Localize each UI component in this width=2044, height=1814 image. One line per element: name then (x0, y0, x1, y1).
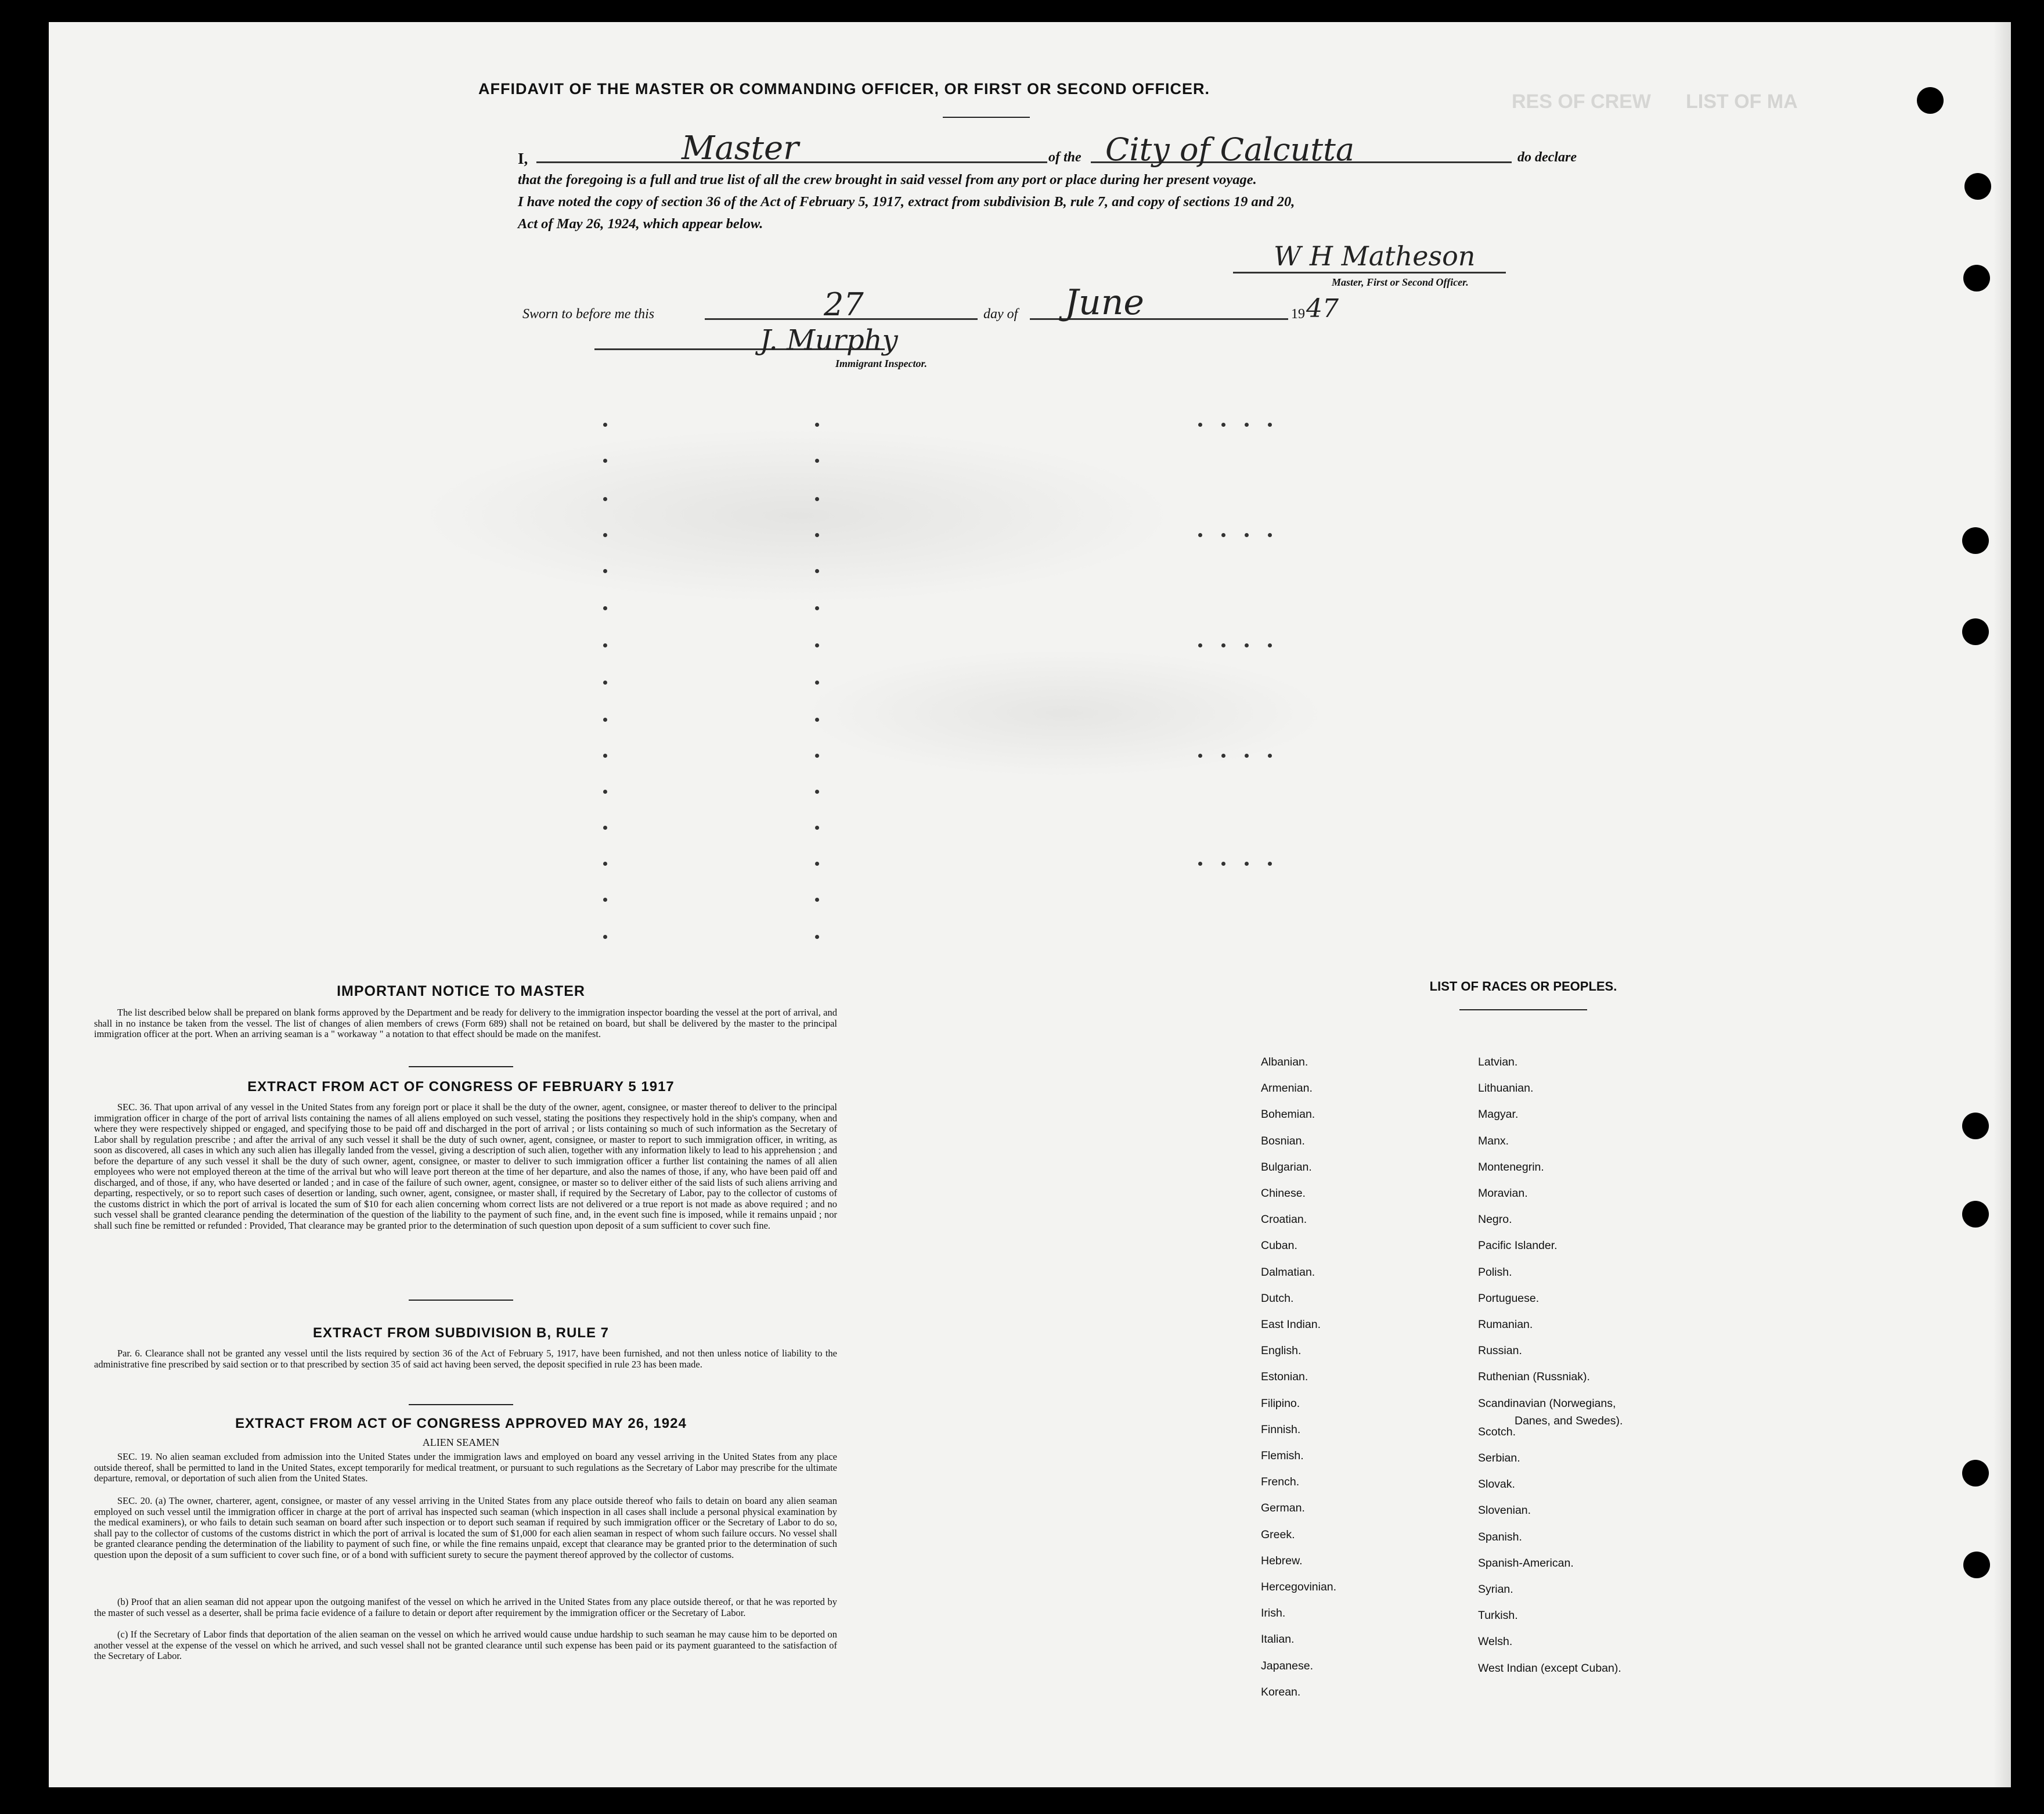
leader-dot (603, 898, 607, 902)
leader-dot (1221, 643, 1225, 647)
race-item: Chinese. (1261, 1187, 1306, 1200)
notice-text: The list described below shall be prepared on blank forms approved by the Department and be ready for delivery to the immigration inspector boarding the vessel at the port of arrival, and shall in no instance be taken from the vessel. The list of changes of alien members of crews (Form 689) shall not be retained on board, but shall be delivered by the master to the principal immigration officer at the port. When an arriving seaman is a " workaway " a notation to that effect should be made on the manifest. (94, 1007, 837, 1039)
race-item: Greek. (1261, 1528, 1295, 1541)
race-item: Moravian. (1478, 1187, 1528, 1200)
race-item: Cuban. (1261, 1239, 1297, 1252)
binder-hole (1964, 173, 1991, 200)
leader-dot (603, 790, 607, 794)
extract-1924-subtitle: ALIEN SEAMEN (422, 1437, 500, 1448)
leader-dot (1198, 754, 1202, 758)
race-item: Croatian. (1261, 1213, 1307, 1226)
leader-dot (1198, 862, 1202, 866)
leader-dot (815, 643, 819, 647)
leader-dot (815, 569, 819, 573)
leader-dot (603, 681, 607, 685)
affidavit-title: AFFIDAVIT OF THE MASTER OR COMMANDING OFFICER, OR FIRST OR SECOND OFFICER. (478, 80, 1210, 98)
race-item: Negro. (1478, 1213, 1512, 1226)
race-item: Hebrew. (1261, 1554, 1303, 1567)
divider-3 (409, 1404, 513, 1405)
leader-dot (603, 533, 607, 537)
leader-dot (815, 898, 819, 902)
leader-dot (815, 459, 819, 463)
leader-dot (1245, 754, 1249, 758)
leader-dot (815, 681, 819, 685)
leader-dot (603, 754, 607, 758)
leader-dot (815, 533, 819, 537)
binder-hole (1962, 527, 1989, 554)
do-declare-label: do declare (1517, 150, 1577, 165)
race-item: Rumanian. (1478, 1318, 1533, 1331)
bleed-through-block-2 (803, 649, 1326, 777)
leader-dot (603, 459, 607, 463)
race-item: Japanese. (1261, 1659, 1313, 1672)
leader-dot (815, 606, 819, 610)
binder-hole (1962, 1201, 1989, 1228)
year-prefix: 19 (1291, 307, 1305, 322)
race-item: Lithuanian. (1478, 1082, 1534, 1095)
leader-dot (1268, 862, 1272, 866)
race-item: English. (1261, 1344, 1302, 1358)
leader-dot (1221, 754, 1225, 758)
leader-dot (603, 423, 607, 427)
extract-1917-title: EXTRACT FROM ACT OF CONGRESS OF FEBRUARY 5 1917 (247, 1079, 675, 1095)
leader-dot (815, 754, 819, 758)
leader-dot (815, 826, 819, 830)
race-item: Syrian. (1478, 1583, 1513, 1596)
race-item: Welsh. (1478, 1635, 1513, 1649)
race-item: Filipino. (1261, 1397, 1300, 1410)
leader-dot (1245, 862, 1249, 866)
race-item: Montenegrin. (1478, 1160, 1544, 1174)
race-item: Portuguese. (1478, 1291, 1540, 1305)
leader-dot (815, 935, 819, 939)
race-item: Bulgarian. (1261, 1160, 1312, 1174)
race-item: Scandinavian (Norwegians, (1478, 1397, 1616, 1410)
extract-1924-title: EXTRACT FROM ACT OF CONGRESS APPROVED MAY 26, 1924 (235, 1416, 687, 1431)
race-item: Italian. (1261, 1633, 1295, 1646)
affidavit-intro-word: I, (518, 150, 528, 167)
race-item: German. (1261, 1502, 1305, 1515)
leader-dot (603, 643, 607, 647)
race-item: Finnish. (1261, 1423, 1301, 1436)
leader-dot (1268, 423, 1272, 427)
race-item: Latvian. (1478, 1056, 1518, 1068)
leader-dot (815, 718, 819, 722)
race-item: Hercegovinian. (1261, 1581, 1337, 1593)
leader-dot (603, 497, 607, 501)
vessel-name-handwritten: City of Calcutta (1105, 131, 1355, 168)
leader-dot (603, 826, 607, 830)
leader-dot (603, 606, 607, 610)
leader-dot (1198, 533, 1202, 537)
binder-hole (1962, 1113, 1989, 1139)
sworn-month-handwritten: June (1065, 282, 1144, 323)
notice-title: IMPORTANT NOTICE TO MASTER (337, 983, 585, 999)
race-item: Russian. (1478, 1344, 1522, 1358)
leader-dot (1245, 423, 1249, 427)
race-item: Pacific Islander. (1478, 1239, 1558, 1252)
leader-dot (1268, 533, 1272, 537)
leader-dot (603, 862, 607, 866)
inspector-signature-handwritten: J. Murphy (760, 324, 898, 357)
race-item: French. (1261, 1475, 1300, 1489)
race-item: Polish. (1478, 1265, 1512, 1279)
race-item: Spanish-American. (1478, 1556, 1574, 1570)
extract-1917-text: SEC. 36. That upon arrival of any vessel in the United States from any foreign port or place it shall be the duty of the owner, agent, consignee, or master thereof to deliver to the principal immigration officer in charge of the port of arrival lists containing the names of all aliens employed on such vessel, stating the positions they respectively hold in the ship's company, when and where they were respectively shipped or engaged, and specifying those to be paid off and discharged in the port of arrival ; or lists containing so much of such information as the Secretary of Labor shall by regulation prescribe ; and after the arrival of any such vessel it shall be the duty of such owner, agent, consignee, or master to report to such immigration officer, in writing, as soon as discovered, all cases in which any such alien has illegally landed from the vessel, giving a description of such alien, together with any information likely to lead to his apprehension ; and before the departure of any such vessel it shall be the duty of such owner, agent, consignee, or master to deliver to such immigration officer a further list containing the names of all alien employees who were not employed thereon at the time of the arrival but who will leave port thereon at the time of her departure, and also the names of those, if any, who have been paid off and discharged, and of those, if any, who have deserted or landed ; and in case of the failure of such owner, agent, consignee, or master so to deliver either of the said lists of such aliens arriving and departing, respectively, or so to report such cases of desertion or landing, such owner, agent, consignee, or master shall, if required by the Secretary of Labor, pay to the collector of customs of the customs district in which the port of arrival is located the sum of $10 for each alien concerning whom correct lists are not delivered or a true report is not made as above required ; and no such vessel shall be granted clearance pending the determination of the question of the liability to the payment of such fine, and, in the event such fine is imposed, while it remains unpaid ; nor shall such fine be remitted or refunded : Provided, That clearance may be granted prior to the determination of such question upon deposit of a sum sufficient to cover such fine. (94, 1102, 837, 1231)
leader-dot (1221, 862, 1225, 866)
master-title-handwritten: Master (682, 129, 799, 167)
extract-1924-sec20b: (b) Proof that an alien seaman did not appear upon the outgoing manifest of the vessel on which he arrived in the United States from any place outside thereof, or that he was reported by the master of such vessel as a deserter, shall be prima facie evidence of a failure to detain or deport after requirement by the immigration officer or the Secretary of Labor. (94, 1596, 837, 1618)
race-item: Turkish. (1478, 1609, 1518, 1622)
extract-rule7-text: Par. 6. Clearance shall not be granted any vessel until the lists required by section 36 of the Act of February 5, 1917, have been furnished, and not then unless notice of liability to the administrative fine prescribed by said section or to that prescribed by section 35 of said act having been served, the deposit specified in rule 23 has been made. (94, 1348, 837, 1370)
master-signature-line (1233, 272, 1506, 273)
races-divider (1459, 1009, 1587, 1010)
master-signature-caption: Master, First or Second Officer. (1332, 276, 1469, 288)
divider-1 (409, 1066, 513, 1067)
sworn-text: Sworn to before me this (522, 307, 655, 322)
affidavit-line-4: Act of May 26, 1924, which appear below. (518, 216, 763, 232)
race-item: Albanian. (1261, 1056, 1308, 1068)
race-item: Dutch. (1261, 1291, 1294, 1305)
leader-dot (1198, 423, 1202, 427)
master-signature-handwritten: W H Matheson (1274, 240, 1476, 272)
binder-hole (1963, 1552, 1990, 1578)
race-item: Flemish. (1261, 1449, 1304, 1462)
leader-dot (815, 423, 819, 427)
binder-hole (1962, 618, 1989, 645)
leader-dot (603, 569, 607, 573)
right-edge-strip (1993, 22, 2011, 1787)
bleed-through-header-right: RES OF CREW (1512, 91, 1651, 113)
race-item: Serbian. (1478, 1452, 1520, 1464)
race-item: Magyar. (1478, 1108, 1519, 1121)
race-item: Korean. (1261, 1685, 1301, 1698)
binder-hole (1962, 1460, 1989, 1487)
extract-1924-sec20a: SEC. 20. (a) The owner, charterer, agent, consignee, or master of any vessel arriving in the United States from any place outside thereof who fails to detain on board any alien seaman employed on such vessel until the immigration officer in charge at the port of arrival has inspected such seaman (which inspection in all cases shall include a personal physical examination by the medical examiners), or who fails to detain such seaman on board after such inspection or to deport such seaman if required by such immigration officer or the Secretary of Labor to do so, shall pay to the collector of customs of the customs district in which the port of arrival is located the sum of $1,000 for each alien seaman in respect of whom such failure occurs. No vessel shall be granted clearance pending the determination of the liability to payment of such fine, or while the fine remains unpaid, except that clearance may be granted prior to the determination of such question upon the deposit of a sum sufficient to cover such fine, or of a bond with sufficient surety to secure the payment thereof approved by the collector of customs. (94, 1495, 837, 1560)
day-of-label: day of (983, 307, 1018, 322)
race-item: Manx. (1478, 1134, 1509, 1147)
bleed-through-header-left: LIST OF MA (1686, 91, 1798, 113)
race-item: Danes, and Swedes). (1515, 1414, 1623, 1427)
binder-hole (1963, 265, 1990, 291)
binder-hole (1917, 87, 1944, 114)
race-item: Armenian. (1261, 1082, 1313, 1095)
race-item: Irish. (1261, 1607, 1286, 1620)
sworn-day-handwritten: 27 (824, 286, 864, 323)
extract-rule7-title: EXTRACT FROM SUBDIVISION B, RULE 7 (312, 1325, 610, 1341)
race-item: Bohemian. (1261, 1108, 1315, 1121)
affidavit-line-3: I have noted the copy of section 36 of the Act of February 5, 1917, extract from subdivision B, rule 7, and copy of sections 19 and 20, (518, 194, 1295, 210)
leader-dot (815, 497, 819, 501)
inspector-caption: Immigrant Inspector. (835, 358, 928, 369)
year-handwritten: 47 (1306, 294, 1339, 323)
race-item: Bosnian. (1261, 1134, 1305, 1147)
race-item: Dalmatian. (1261, 1265, 1315, 1279)
leader-dot (603, 935, 607, 939)
affidavit-line-2: that the foregoing is a full and true list of all the crew brought in said vessel from any port or place during her present voyage. (518, 172, 1257, 188)
leader-dot (1268, 754, 1272, 758)
title-divider (943, 117, 1030, 118)
extract-1924-sec20c: (c) If the Secretary of Labor finds that deportation of the alien seaman on the vessel on which he arrived would cause undue hardship to such seaman he may cause him to be deported on another vessel at the expense of the vessel on which he arrived, and such vessel shall not be granted clearance until such expense has been paid or its payment guaranteed to the satisfaction of the Secretary of Labor. (94, 1629, 837, 1661)
race-item: Estonian. (1261, 1370, 1308, 1384)
leader-dot (1268, 643, 1272, 647)
races-title: LIST OF RACES OR PEOPLES. (1429, 979, 1617, 994)
divider-2 (409, 1300, 513, 1301)
bleed-through-block (420, 429, 1175, 603)
leader-dot (1221, 533, 1225, 537)
leader-dot (815, 862, 819, 866)
of-the-label: of the (1048, 150, 1082, 165)
race-item: Slovak. (1478, 1478, 1515, 1491)
leader-dot (1245, 533, 1249, 537)
race-item: Slovenian. (1478, 1504, 1531, 1517)
race-item: West Indian (except Cuban). (1478, 1661, 1621, 1675)
race-item: East Indian. (1261, 1318, 1321, 1331)
leader-dot (603, 718, 607, 722)
race-item: Ruthenian (Russniak). (1478, 1370, 1590, 1384)
race-item: Scotch. (1478, 1425, 1516, 1438)
race-item: Spanish. (1478, 1530, 1522, 1543)
leader-dot (1221, 423, 1225, 427)
extract-1924-sec19: SEC. 19. No alien seaman excluded from admission into the United States under the immigration laws and employed on board any vessel arriving in the United States from any place outside thereof, shall be permitted to land in the United States, except temporarily for medical treatment, or pursuant to such regulations as the Secretary of Labor may prescribe for the ultimate departure, removal, or deportation of such alien from the United States. (94, 1451, 837, 1484)
leader-dot (1245, 643, 1249, 647)
leader-dot (1198, 643, 1202, 647)
document-page (49, 22, 2011, 1787)
leader-dot (815, 790, 819, 794)
